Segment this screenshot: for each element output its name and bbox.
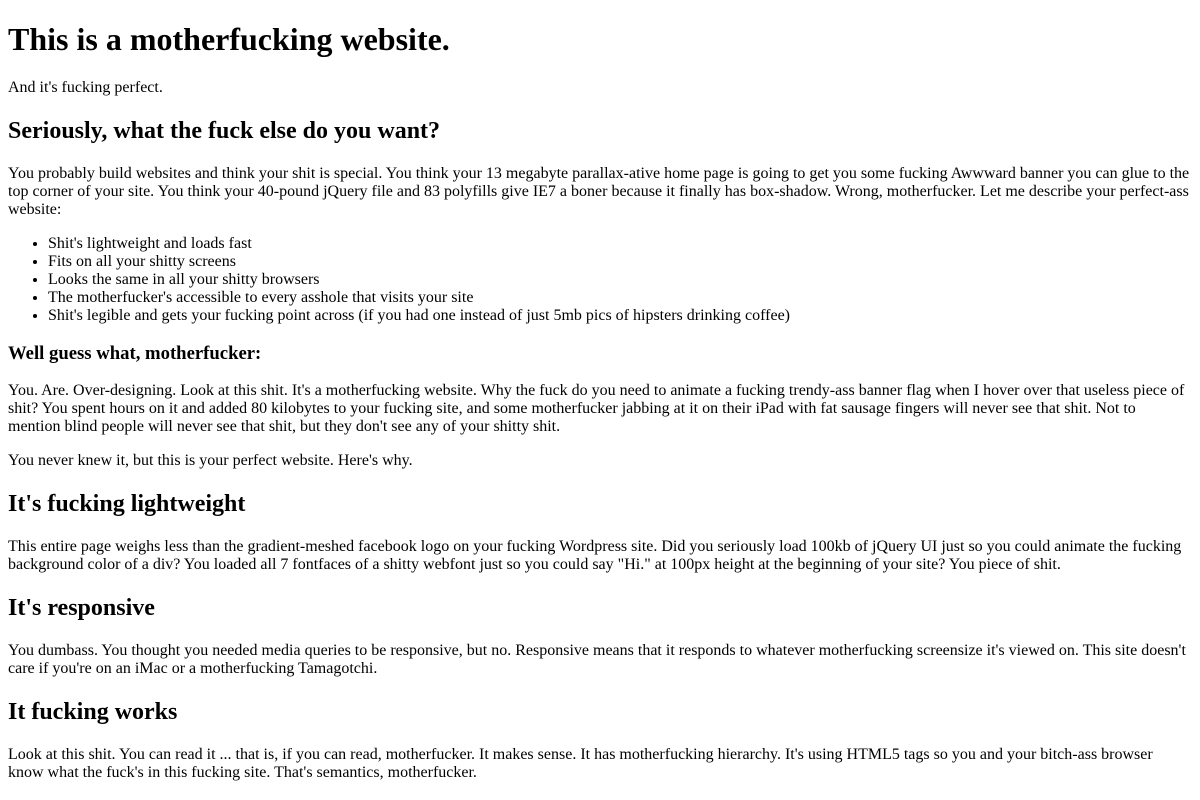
responsive-paragraph: You dumbass. You thought you needed media queries to be responsive, but no. Responsive means that it responds to whatever motherfucking screensize it's viewed on. This site doesn't care if you're on an iMac or a motherfucking Tamagotchi.	[8, 642, 1186, 677]
guess-paragraph: You. Are. Over-designing. Look at this shit. It's a motherfucking website. Why the fuck do you need to animate a fucking trendy-ass banner flag when I hover over that useless piece of shit? You spent hours on it and added 80 kilobytes to your fucking site, and some motherfucker jabbing at it on their iPad with fat sausage fingers will never see that shit. Not to mention blind people will never see that shit, but they don't see any of your shitty shit.	[8, 382, 1185, 435]
guess-heading: Well guess what, motherfucker:	[8, 343, 262, 364]
features-list	[8, 235, 1192, 325]
guess-paragraph-2: You never knew it, but this is your perfect website. Here's why.	[8, 452, 413, 469]
works-paragraph: Look at this shit. You can read it ... that is, if you can read, motherfucker. It makes sense. It has motherfucking hierarchy. It's using HTML5 tags so you and your bitch-ass browser know what the fuck's in this fucking site. That's semantics, motherfucker.	[8, 746, 1153, 781]
list-item: • Shit's lightweight and loads fast	[48, 235, 1192, 253]
page	[0, 21, 1200, 782]
responsive-heading: It's responsive	[8, 595, 155, 621]
intro-paragraph: You probably build websites and think your shit is special. You think your 13 megabyte parallax-ative home page is going to get you some fucking Awwward banner you can glue to the top corner of your site. You think your 40-pound jQuery file and 83 polyfills give IE7 a boner because it finally has box-shadow. Wrong, motherfucker. Let me describe your perfect-ass website:	[8, 165, 1190, 218]
page-title: This is a motherfucking website.	[8, 21, 450, 57]
list-item: • The motherfucker's accessible to every asshole that visits your site	[48, 289, 1192, 307]
intro-heading: Seriously, what the fuck else do you want?	[8, 118, 441, 144]
lightweight-paragraph: This entire page weighs less than the gradient-meshed facebook logo on your fucking Wordpress site. Did you seriously load 100kb of jQuery UI just so you could animate the fucking background color of a div? You loaded all 7 fontfaces of a shitty webfont just so you could say "Hi." at 100px height at the beginning of your site? You piece of shit.	[8, 538, 1182, 573]
page-subtitle: And it's fucking perfect.	[8, 79, 163, 96]
lightweight-heading: It's fucking lightweight	[8, 491, 246, 517]
list-item: • Shit's legible and gets your fucking point across (if you had one instead of just 5mb pics of hipsters drinking coffee)	[48, 307, 1192, 325]
list-item: • Looks the same in all your shitty browsers	[48, 271, 1192, 289]
works-heading: It fucking works	[8, 699, 178, 725]
list-item: • Fits on all your shitty screens	[48, 253, 1192, 271]
